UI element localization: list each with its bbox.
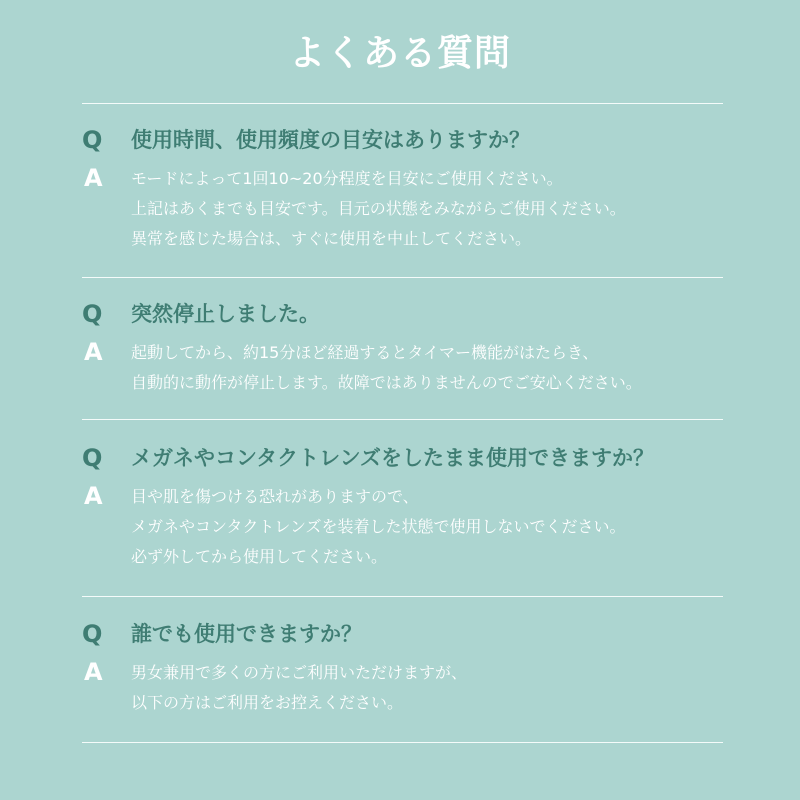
answer-line: 自動的に動作が停止します。故障ではありませんのでご安心ください。: [131, 373, 642, 392]
answer-text: [131, 338, 642, 398]
answer-line: 起動してから、約15分ほど経過するとタイマー機能がはたらき、: [131, 343, 599, 362]
q-mark: Q: [82, 300, 103, 328]
q-mark: Q: [82, 444, 103, 472]
answer-text: [131, 482, 625, 572]
q-mark: Q: [82, 126, 103, 154]
question-text: 使用時間、使用頻度の目安はありますか？: [131, 128, 530, 152]
a-mark: A: [84, 482, 103, 510]
divider: [82, 419, 723, 420]
q-mark: Q: [82, 620, 103, 648]
divider: [82, 596, 723, 597]
answer-line: 異常を感じた場合は、すぐに使用を中止してください。: [131, 229, 532, 248]
answer-line: 上記はあくまでも目安です。目元の状態をみながらご使用ください。: [131, 199, 626, 218]
answer-line: モードによって1回10~20分程度を目安にご使用ください。: [131, 169, 563, 188]
question-text: 突然停止しました。: [131, 302, 320, 326]
question-text: 誰でも使用できますか？: [131, 622, 362, 646]
divider: [82, 103, 723, 104]
answer-line: 男女兼用で多くの方にご利用いただけますが、: [131, 663, 468, 682]
answer-line: 以下の方はご利用をお控えください。: [131, 693, 404, 712]
answer-line: メガネやコンタクトレンズを装着した状態で使用しないでください。: [131, 517, 626, 536]
page-title: よくある質問: [288, 33, 511, 74]
a-mark: A: [84, 164, 103, 192]
question-text: メガネやコンタクトレンズをしたまま使用できますか？: [131, 446, 655, 470]
divider: [82, 742, 723, 743]
divider: [82, 277, 723, 278]
a-mark: A: [84, 658, 103, 686]
answer-line: 目や肌を傷つける恐れがありますので、: [131, 487, 419, 506]
answer-text: [131, 658, 467, 718]
answer-text: [131, 164, 626, 254]
answer-line: 必ず外してから使用してください。: [131, 547, 388, 566]
a-mark: A: [84, 338, 103, 366]
